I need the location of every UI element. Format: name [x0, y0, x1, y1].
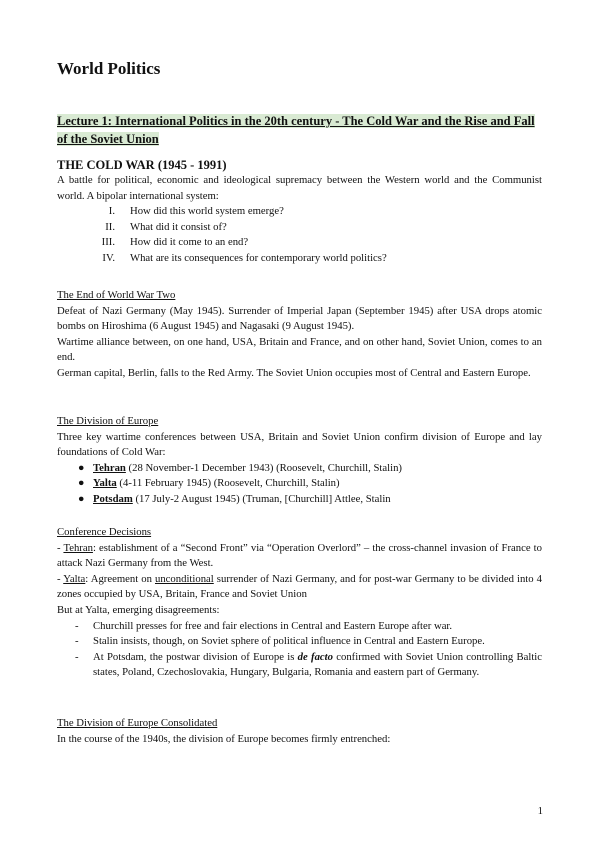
- tehran-label: Tehran: [63, 541, 93, 554]
- list-text: Churchill presses for free and fair elections in Central and Eastern Europe after war.: [93, 619, 453, 632]
- division-intro: Three key wartime conferences between USA, Britain and Soviet Union confirm division of Europe and lay foundations of Cold War:: [57, 430, 542, 459]
- list-number: IV.: [102, 251, 115, 264]
- lecture-heading-text: Lecture 1: International Politics in the 20th century - The Cold War and the Rise and Fall of the Soviet Union: [57, 114, 535, 146]
- end-ww2-paragraph-3: German capital, Berlin, falls to the Red Army. The Soviet Union occupies most of Central and Eastern Europe.: [57, 366, 531, 379]
- bullet-icon: ●: [78, 477, 85, 490]
- conference-list: [57, 461, 542, 508]
- list-number: III.: [101, 236, 115, 249]
- list-text: How did this world system emerge?: [130, 205, 284, 218]
- list-item: [57, 476, 542, 492]
- conference-name: Potsdam: [93, 492, 133, 505]
- conference-detail: (4-11 February 1945) (Roosevelt, Churchill, Stalin): [116, 477, 340, 490]
- list-number: II.: [105, 220, 115, 233]
- list-item: [57, 235, 542, 251]
- list-item: [57, 650, 542, 681]
- yalta-decision: [57, 572, 542, 603]
- list-item: [57, 619, 542, 635]
- unconditional-term: unconditional: [154, 572, 214, 585]
- cold-war-intro: A battle for political, economic and ideological supremacy between the Western world and the Communist world. A bipolar international system:: [57, 174, 542, 202]
- list-number: I.: [108, 205, 115, 218]
- cold-war-question-list: [57, 204, 542, 266]
- list-item: [57, 461, 542, 477]
- lecture-heading: [57, 112, 542, 148]
- dash-icon: -: [75, 635, 79, 648]
- list-text: What did it consist of?: [130, 220, 227, 233]
- section-cold-war: [57, 157, 542, 267]
- section-end-ww2: [57, 288, 542, 382]
- dash-icon: -: [75, 650, 79, 663]
- list-item: [57, 204, 542, 220]
- yalta-label: Yalta: [63, 572, 86, 585]
- consolidated-heading: The Division of Europe Consolidated: [57, 717, 218, 729]
- bullet-icon: ●: [78, 461, 85, 474]
- tehran-decision: [57, 541, 542, 572]
- end-ww2-paragraph-2: Wartime alliance between, on one hand, USA, Britain and France, and on other hand, Soviet Union, comes to an end.: [57, 335, 542, 364]
- cold-war-heading: THE COLD WAR (1945 - 1991): [57, 158, 227, 172]
- section-decisions: [57, 525, 542, 681]
- dash-prefix: -: [57, 572, 64, 585]
- page-number: 1: [537, 805, 543, 817]
- document-title: World Politics: [57, 59, 161, 78]
- list-item: [57, 634, 542, 650]
- consolidated-intro: In the course of the 1940s, the division of Europe becomes firmly entrenched:: [57, 732, 391, 745]
- section-division: [57, 414, 542, 508]
- disagreement-list: [57, 619, 542, 681]
- dash-icon: -: [75, 619, 79, 632]
- potsdam-text-b: confirmed with Soviet Union controlling Baltic states, Poland, Czechoslovakia, Hungary, Bulgaria, Romania and eastern part of Germany.: [93, 650, 543, 679]
- conference-detail: (17 July-2 August 1945) (Truman, [Churchill] Attlee, Stalin: [132, 492, 391, 505]
- yalta-text-b: surrender of Nazi Germany, and for post-war Germany to be divided into 4 zones occupied by USA, Britain, France and Soviet Union: [57, 572, 543, 601]
- section-consolidated: [57, 716, 542, 747]
- list-text: Stalin insists, though, on Soviet sphere of political influence in Central and Eastern Europe.: [93, 635, 485, 648]
- potsdam-text-a: At Potsdam, the postwar division of Europe is: [93, 650, 298, 663]
- bullet-icon: ●: [78, 492, 85, 505]
- end-ww2-paragraph-1: Defeat of Nazi Germany (May 1945). Surrender of Imperial Japan (September 1945) after USA drops atomic bombs on Hiroshima (6 August 1945) and Nagasaki (9 August 1945).: [57, 304, 542, 333]
- tehran-text: : establishment of a “Second Front” via “Operation Overlord” – the cross-channel invasion of France to attack Nazi Germany from the West.: [57, 541, 542, 570]
- list-item: [57, 220, 542, 236]
- list-text: How did it come to an end?: [130, 236, 249, 249]
- conference-name: Tehran: [93, 461, 126, 474]
- yalta-disagreements: But at Yalta, emerging disagreements:: [57, 603, 220, 616]
- yalta-text-a: : Agreement on: [85, 572, 155, 585]
- conference-name: Yalta: [93, 477, 117, 490]
- list-item: [57, 492, 542, 508]
- conference-detail: (28 November-1 December 1943) (Roosevelt, Churchill, Stalin): [125, 461, 402, 474]
- dash-prefix: -: [57, 541, 64, 554]
- de-facto-term: de facto: [297, 650, 333, 663]
- division-heading: The Division of Europe: [57, 415, 159, 427]
- list-text: What are its consequences for contemporary world politics?: [130, 251, 387, 264]
- list-item: [57, 251, 542, 267]
- decisions-heading: Conference Decisions: [57, 526, 152, 538]
- end-ww2-heading: The End of World War Two: [57, 289, 176, 301]
